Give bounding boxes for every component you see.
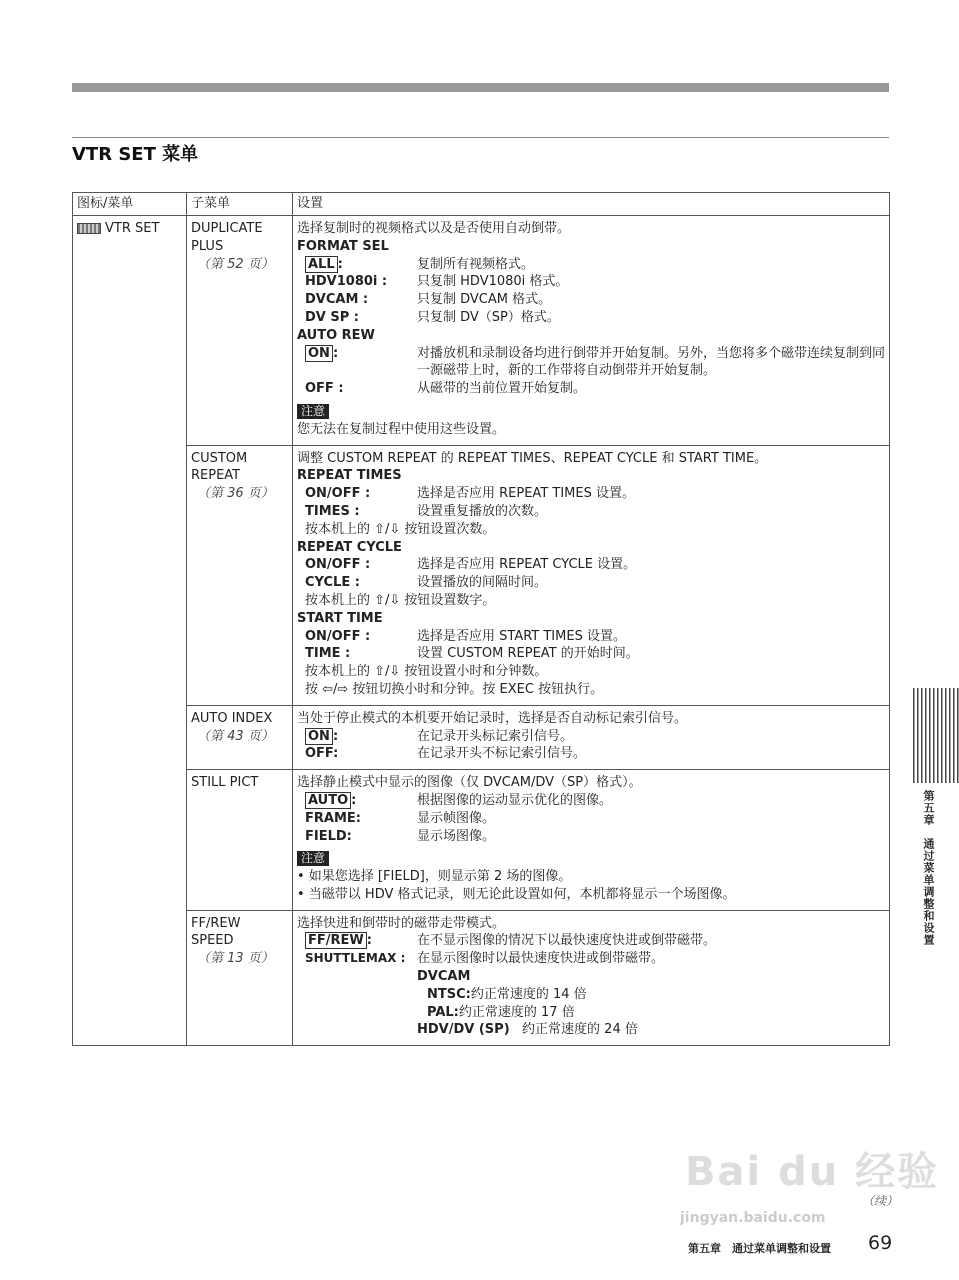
speed-key: NTSC: [427, 986, 471, 1002]
section-heading: START TIME [297, 610, 383, 626]
section-heading: REPEAT CYCLE [297, 539, 402, 555]
section-heading: AUTO REW [297, 327, 375, 343]
menu-table [72, 192, 890, 1046]
table-row [73, 216, 890, 446]
submenu-cell [187, 216, 293, 446]
option-desc: 设置 CUSTOM REPEAT 的开始时间。 [417, 646, 639, 662]
option-desc: 选择是否应用 START TIMES 设置。 [417, 628, 626, 644]
option-key: FIELD: [305, 828, 352, 844]
settings-cell [293, 216, 890, 446]
option-row [297, 503, 885, 521]
footer-chapter: 第五章 通过菜单调整和设置 [688, 1242, 831, 1255]
note-text: • 如果您选择 [FIELD]，则显示第 2 场的图像。 [297, 869, 572, 885]
option-key: OFF: [305, 746, 339, 762]
option-key: ON [305, 345, 333, 362]
page-ref: （第 13 页） [197, 951, 274, 967]
option-key: FF/REW [305, 932, 367, 949]
option-desc: 从磁带的当前位置开始复制。 [417, 381, 587, 397]
table-row [73, 445, 890, 705]
chapter-tab-label: 第五章 通过菜单调整和设置 [922, 790, 935, 946]
option-row [297, 273, 885, 291]
table-row [73, 770, 890, 911]
settings-cell [293, 910, 890, 1046]
submenu-name: FF/REW [191, 915, 241, 931]
option-row [297, 291, 885, 309]
section-heading: REPEAT TIMES [297, 468, 402, 484]
instruction-text: 按本机上的 ⇧/⇩ 按钮设置数字。 [305, 592, 496, 608]
submenu-name: SPEED [191, 933, 234, 949]
intro-text: 选择快进和倒带时的磁带走带模式。 [297, 915, 506, 931]
settings-cell [293, 705, 890, 769]
page-title: VTR SET 菜单 [72, 144, 199, 165]
option-row: ON : 在记录开头标记索引信号。 [297, 728, 885, 746]
menu-cell [73, 216, 187, 1046]
format-heading: DVCAM [417, 969, 471, 985]
option-row [297, 950, 885, 968]
intro-text: 调整 CUSTOM REPEAT 的 REPEAT TIMES、REPEAT CYCLE 和 START TIME。 [297, 450, 768, 466]
note-text: 您无法在复制过程中使用这些设置。 [297, 421, 506, 437]
option-desc: 显示场图像。 [417, 828, 496, 844]
continued-label: （续） [862, 1194, 899, 1208]
option-desc: 对播放机和录制设备均进行倒带并开始复制。另外，当您将多个磁带连续复制到同一源磁带上时，新的工作带将自动倒带并开始复制。 [417, 345, 886, 379]
speed-value: 约正常速度的 17 倍 [458, 1004, 575, 1020]
option-row [297, 745, 885, 763]
option-row [297, 828, 885, 846]
table-row [73, 910, 890, 1046]
option-desc: 在记录开头不标记索引信号。 [417, 746, 587, 762]
settings-cell [293, 770, 890, 911]
note-badge: 注意 [297, 404, 329, 419]
speed-key: HDV/DV (SP) [417, 1022, 510, 1038]
option-key: TIMES : [305, 503, 360, 519]
option-row: ON : 对播放机和录制设备均进行倒带并开始复制。另外，当您将多个磁带连续复制到同一源磁带上时，新的工作带将自动倒带并开始复制。 [297, 345, 885, 381]
watermark-url: jingyan.baidu.com [680, 1210, 826, 1226]
option-desc: 设置播放的间隔时间。 [417, 575, 548, 591]
option-desc: 选择是否应用 REPEAT TIMES 设置。 [417, 486, 635, 502]
option-desc: 在记录开头标记索引信号。 [417, 728, 574, 744]
speed-value: 约正常速度的 14 倍 [470, 986, 587, 1002]
option-desc: 选择是否应用 REPEAT CYCLE 设置。 [417, 557, 637, 573]
option-desc: 在不显示图像的情况下以最快速度快进或倒带磁带。 [417, 933, 717, 949]
option-desc: 只复制 HDV1080i 格式。 [417, 274, 569, 290]
menu-label: VTR SET [105, 221, 160, 236]
title-rule [72, 137, 889, 138]
option-row [297, 556, 885, 574]
submenu-name: AUTO INDEX [191, 710, 273, 726]
option-row [297, 810, 885, 828]
header-icon-menu: 图标/菜单 [73, 193, 187, 216]
option-row: ALL : 复制所有视频格式。 [297, 256, 885, 274]
option-key: FRAME: [305, 810, 361, 826]
submenu-cell [187, 910, 293, 1046]
table-header [73, 193, 890, 216]
intro-text: 当处于停止模式的本机要开始记录时，选择是否自动标记索引信号。 [297, 710, 688, 726]
option-desc: 只复制 DV（SP）格式。 [417, 309, 560, 325]
option-desc: 根据图像的运动显示优化的图像。 [417, 792, 613, 808]
section-heading: FORMAT SEL [297, 238, 389, 254]
option-row [297, 485, 885, 503]
instruction-text: 按本机上的 ⇧/⇩ 按钮设置次数。 [305, 521, 496, 537]
submenu-cell [187, 445, 293, 705]
option-desc: 显示帧图像。 [417, 810, 496, 826]
header-settings: 设置 [293, 193, 890, 216]
option-row [297, 645, 885, 663]
option-key: CYCLE : [305, 575, 360, 591]
top-bar [72, 83, 889, 92]
instruction-text: 按 ⇦/⇨ 按钮切换小时和分钟。按 EXEC 按钮执行。 [305, 681, 604, 697]
vtr-set-icon [77, 223, 101, 234]
intro-text: 选择静止模式中显示的图像（仅 DVCAM/DV（SP）格式）。 [297, 775, 642, 791]
page-ref: （第 43 页） [197, 728, 274, 744]
option-row [297, 309, 885, 327]
option-desc: 在显示图像时以最快速度快进或倒带磁带。 [417, 951, 665, 967]
option-key: OFF : [305, 381, 344, 397]
option-row [297, 574, 885, 592]
option-key: ON [305, 728, 333, 745]
option-key: DVCAM : [305, 292, 369, 308]
speed-line [297, 1004, 885, 1022]
speed-line [297, 1021, 885, 1039]
option-row [297, 628, 885, 646]
speed-line [297, 986, 885, 1004]
chapter-tab-stripes [913, 688, 959, 783]
speed-key: PAL: [427, 1004, 459, 1020]
option-desc: 复制所有视频格式。 [417, 256, 535, 272]
submenu-name: PLUS [191, 238, 224, 254]
watermark-logo: Bai du 经验 [685, 1149, 940, 1195]
header-submenu: 子菜单 [187, 193, 293, 216]
option-key: ALL [305, 256, 338, 273]
instruction-text: 按本机上的 ⇧/⇩ 按钮设置小时和分钟数。 [305, 664, 548, 680]
submenu-name: STILL PICT [191, 775, 259, 791]
option-key: ON/OFF : [305, 486, 371, 502]
option-key: SHUTTLEMAX : [305, 951, 406, 966]
option-row: FF/REW : 在不显示图像的情况下以最快速度快进或倒带磁带。 [297, 932, 885, 950]
note-badge: 注意 [297, 851, 329, 866]
option-key: ON/OFF : [305, 628, 371, 644]
option-desc: 只复制 DVCAM 格式。 [417, 292, 552, 308]
page-ref: （第 36 页） [197, 486, 274, 502]
intro-text: 选择复制时的视频格式以及是否使用自动倒带。 [297, 221, 571, 236]
option-key: TIME : [305, 646, 351, 662]
submenu-cell [187, 705, 293, 769]
submenu-name: CUSTOM [191, 450, 248, 466]
page-ref: （第 52 页） [197, 256, 274, 272]
option-row [297, 380, 885, 398]
note-text: • 当磁带以 HDV 格式记录，则无论此设置如何，本机都将显示一个场图像。 [297, 886, 736, 902]
table-row [73, 705, 890, 769]
settings-cell [293, 445, 890, 705]
speed-value: 约正常速度的 24 倍 [522, 1022, 638, 1038]
submenu-name: REPEAT [191, 468, 241, 484]
option-key: HDV1080i : [305, 274, 388, 290]
option-desc: 设置重复播放的次数。 [417, 503, 548, 519]
page-number: 69 [868, 1232, 893, 1254]
option-key: AUTO [305, 792, 351, 809]
submenu-name: DUPLICATE [191, 221, 263, 236]
option-key: DV SP : [305, 309, 359, 325]
option-row: AUTO : 根据图像的运动显示优化的图像。 [297, 792, 885, 810]
submenu-cell [187, 770, 293, 911]
option-key: ON/OFF : [305, 557, 371, 573]
